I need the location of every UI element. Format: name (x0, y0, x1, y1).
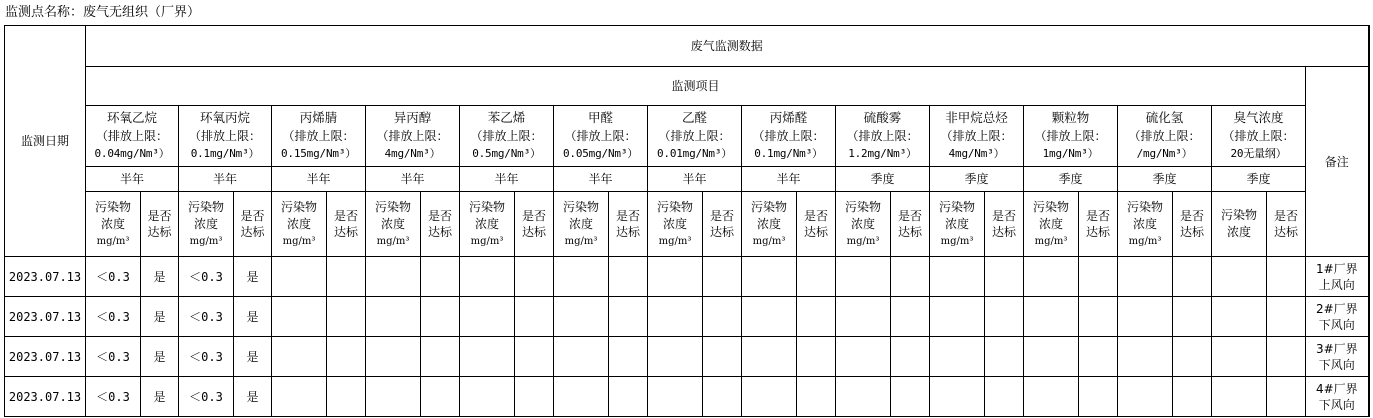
date-cell: 2023.07.13 (5, 377, 86, 417)
concentration-cell (366, 257, 421, 297)
concentration-cell (648, 297, 703, 337)
concentration-cell: ＜0.3 (179, 297, 234, 337)
concentration-cell (836, 257, 891, 297)
compliance-header (141, 192, 179, 257)
remark-text: 2#厂界下风向 (1315, 301, 1358, 332)
concentration-cell (648, 337, 703, 377)
pollutant-name: 环氧乙烷 (106, 110, 157, 125)
monitoring-table (4, 25, 1370, 417)
limit-label: （排放上限： (188, 129, 261, 143)
concentration-unit: mg/m³ (846, 235, 880, 247)
compliance-label: 是否达标 (1273, 209, 1298, 239)
concentration-header (554, 192, 609, 257)
compliance-cell (797, 377, 836, 417)
date-cell: 2023.07.13 (5, 297, 86, 337)
concentration-cell (366, 337, 421, 377)
concentration-unit: mg/m³ (658, 235, 692, 247)
pollutant-header (648, 106, 742, 167)
limit-label: （排放上限： (282, 129, 355, 143)
limit-value: /mg/Nm³） (1136, 147, 1193, 160)
compliance-label: 是否达标 (240, 209, 265, 239)
compliance-cell (515, 257, 554, 297)
compliance-cell (327, 257, 366, 297)
compliance-cell: 是 (141, 257, 179, 297)
data-row (5, 297, 1369, 337)
limit-value: 0.5mg/Nm³） (472, 147, 541, 160)
frequency-cell: 季度 (1024, 167, 1118, 192)
compliance-cell (515, 337, 554, 377)
frequency-cell: 季度 (930, 167, 1024, 192)
concentration-unit: mg/m³ (189, 235, 223, 247)
compliance-cell (985, 377, 1024, 417)
concentration-unit: mg/m³ (564, 235, 598, 247)
limit-label: （排放上限： (564, 129, 637, 143)
compliance-cell (421, 377, 460, 417)
concentration-cell (272, 257, 327, 297)
compliance-cell (703, 377, 742, 417)
concentration-label: 污染物浓度 (1032, 199, 1069, 231)
concentration-header (836, 192, 891, 257)
concentration-cell (742, 257, 797, 297)
remarks-header: 备注 (1306, 67, 1369, 257)
concentration-cell (648, 377, 703, 417)
concentration-cell (1024, 297, 1079, 337)
limit-value: 0.04mg/Nm³） (94, 147, 170, 160)
compliance-cell (421, 337, 460, 377)
section-header: 废气监测数据 (86, 26, 1369, 67)
pollutant-name: 丙烯醛 (769, 110, 808, 125)
compliance-header (1173, 192, 1212, 257)
remark-cell (1306, 337, 1369, 377)
concentration-label: 污染物浓度 (94, 199, 131, 231)
compliance-header (891, 192, 930, 257)
limit-label: （排放上限： (470, 129, 543, 143)
concentration-cell (1024, 337, 1079, 377)
header-row-items (5, 67, 1369, 106)
concentration-cell (742, 377, 797, 417)
pollutant-name: 甲醛 (587, 110, 613, 125)
compliance-cell (1079, 257, 1118, 297)
compliance-cell (515, 377, 554, 417)
pollutant-header (272, 106, 366, 167)
compliance-cell (327, 377, 366, 417)
concentration-cell (366, 377, 421, 417)
concentration-cell (460, 377, 515, 417)
compliance-header (609, 192, 648, 257)
remark-cell (1306, 377, 1369, 417)
compliance-label: 是否达标 (897, 209, 922, 239)
concentration-cell (1024, 257, 1079, 297)
concentration-label: 污染物浓度 (1126, 199, 1163, 231)
concentration-unit: mg/m³ (1128, 235, 1162, 247)
header-row-pollutants (5, 106, 1369, 167)
concentration-cell (1212, 257, 1267, 297)
concentration-header (1212, 192, 1267, 257)
pollutant-name: 硫化氢 (1145, 110, 1184, 125)
frequency-cell: 半年 (554, 167, 648, 192)
concentration-header (1118, 192, 1173, 257)
limit-value: 0.1mg/Nm³） (190, 147, 260, 160)
compliance-label: 是否达标 (1085, 209, 1110, 239)
compliance-label: 是否达标 (709, 209, 734, 239)
pollutant-header (930, 106, 1024, 167)
frequency-cell: 半年 (179, 167, 272, 192)
concentration-cell (648, 257, 703, 297)
concentration-cell: ＜0.3 (86, 297, 141, 337)
compliance-label: 是否达标 (991, 209, 1016, 239)
compliance-label: 是否达标 (1179, 209, 1204, 239)
concentration-header (86, 192, 141, 257)
frequency-cell: 季度 (836, 167, 930, 192)
pollutant-header (460, 106, 554, 167)
concentration-header (179, 192, 234, 257)
date-cell: 2023.07.13 (5, 257, 86, 297)
limit-value: 20无量纲） (1230, 147, 1287, 160)
frequency-cell: 半年 (648, 167, 742, 192)
compliance-cell (609, 297, 648, 337)
concentration-cell: ＜0.3 (86, 257, 141, 297)
compliance-cell (703, 337, 742, 377)
pollutant-name: 丙烯腈 (299, 110, 338, 125)
compliance-header (1079, 192, 1118, 257)
remark-text: 1#厂界上风向 (1315, 261, 1358, 292)
compliance-cell (985, 337, 1024, 377)
limit-label: （排放上限： (940, 129, 1013, 143)
frequency-cell: 半年 (272, 167, 366, 192)
limit-value: 0.15mg/Nm³） (280, 147, 357, 160)
concentration-label: 污染物浓度 (468, 199, 505, 231)
concentration-unit: mg/m³ (940, 235, 974, 247)
header-row-frequency (5, 167, 1369, 192)
compliance-cell (421, 257, 460, 297)
compliance-label: 是否达标 (615, 209, 640, 239)
concentration-cell (1212, 377, 1267, 417)
pollutant-header (366, 106, 460, 167)
concentration-unit: mg/m³ (752, 235, 786, 247)
compliance-header (234, 192, 272, 257)
pollutant-name: 异丙醇 (393, 110, 432, 125)
concentration-cell (836, 297, 891, 337)
compliance-cell (891, 337, 930, 377)
compliance-cell (1173, 257, 1212, 297)
pollutant-name: 非甲烷总烃 (945, 110, 1008, 125)
concentration-cell (272, 377, 327, 417)
concentration-label: 污染物浓度 (656, 199, 693, 231)
compliance-header (421, 192, 460, 257)
frequency-cell: 半年 (86, 167, 179, 192)
frequency-cell: 半年 (742, 167, 836, 192)
compliance-cell (327, 337, 366, 377)
compliance-header (327, 192, 366, 257)
frequency-cell: 季度 (1118, 167, 1212, 192)
limit-label: （排放上限： (658, 129, 731, 143)
concentration-cell (554, 257, 609, 297)
compliance-cell (1267, 257, 1306, 297)
concentration-header (648, 192, 703, 257)
frequency-cell: 半年 (460, 167, 554, 192)
limit-value: 4mg/Nm³） (948, 147, 1005, 160)
compliance-cell (1079, 337, 1118, 377)
compliance-cell (515, 297, 554, 337)
limit-label: （排放上限： (95, 129, 168, 143)
compliance-cell (1267, 377, 1306, 417)
compliance-cell (1079, 297, 1118, 337)
compliance-cell (421, 297, 460, 337)
compliance-cell (609, 377, 648, 417)
compliance-header (515, 192, 554, 257)
concentration-cell: ＜0.3 (179, 337, 234, 377)
compliance-cell (985, 257, 1024, 297)
concentration-label: 污染物浓度 (187, 199, 224, 231)
pollutant-name: 臭气浓度 (1233, 110, 1284, 125)
compliance-cell: 是 (141, 297, 179, 337)
concentration-header (366, 192, 421, 257)
concentration-cell (460, 337, 515, 377)
concentration-unit: mg/m³ (282, 235, 316, 247)
concentration-cell (836, 337, 891, 377)
compliance-cell (797, 297, 836, 337)
concentration-cell (272, 337, 327, 377)
concentration-unit: mg/m³ (470, 235, 504, 247)
concentration-cell (1118, 257, 1173, 297)
limit-label: （排放上限： (846, 129, 919, 143)
concentration-cell: ＜0.3 (86, 377, 141, 417)
compliance-header (1267, 192, 1306, 257)
compliance-cell: 是 (141, 377, 179, 417)
compliance-header (797, 192, 836, 257)
concentration-cell (460, 257, 515, 297)
pollutant-name: 苯乙烯 (487, 110, 526, 125)
compliance-cell (703, 297, 742, 337)
concentration-cell: ＜0.3 (86, 337, 141, 377)
concentration-cell (1118, 297, 1173, 337)
limit-label: （排放上限： (1034, 129, 1107, 143)
header-row-subheaders (5, 192, 1369, 257)
data-row (5, 377, 1369, 417)
concentration-cell (930, 377, 985, 417)
concentration-cell (836, 377, 891, 417)
concentration-cell (460, 297, 515, 337)
concentration-label: 污染物浓度 (938, 199, 975, 231)
concentration-header (1024, 192, 1079, 257)
monitoring-point-title: 监测点名称：废气无组织（厂界） (5, 5, 201, 20)
date-header: 监测日期 (5, 26, 86, 257)
remark-text: 3#厂界下风向 (1315, 341, 1358, 372)
concentration-label: 污染物浓度 (750, 199, 787, 231)
compliance-cell: 是 (234, 337, 272, 377)
compliance-cell (1173, 297, 1212, 337)
limit-label: （排放上限： (1128, 129, 1201, 143)
concentration-cell (1118, 377, 1173, 417)
pollutant-header (1212, 106, 1306, 167)
compliance-header (703, 192, 742, 257)
data-row (5, 337, 1369, 377)
concentration-cell (930, 297, 985, 337)
pollutant-name: 乙醛 (681, 110, 707, 125)
limit-value: 1.2mg/Nm³） (848, 147, 917, 160)
concentration-cell (742, 337, 797, 377)
concentration-cell (554, 377, 609, 417)
concentration-header (272, 192, 327, 257)
concentration-cell (366, 297, 421, 337)
limit-value: 0.05mg/Nm³） (562, 147, 639, 160)
concentration-cell: ＜0.3 (179, 377, 234, 417)
pollutant-name: 环氧丙烷 (199, 110, 250, 125)
concentration-cell (930, 337, 985, 377)
compliance-cell (797, 257, 836, 297)
compliance-cell: 是 (234, 297, 272, 337)
frequency-cell: 半年 (366, 167, 460, 192)
compliance-label: 是否达标 (333, 209, 358, 239)
compliance-cell (703, 257, 742, 297)
pollutant-header (179, 106, 272, 167)
compliance-cell (891, 297, 930, 337)
concentration-label: 污染物浓度 (562, 199, 599, 231)
limit-label: （排放上限： (376, 129, 449, 143)
concentration-cell (930, 257, 985, 297)
compliance-label: 是否达标 (427, 209, 452, 239)
concentration-label: 污染物浓度 (280, 199, 317, 231)
concentration-unit: mg/m³ (1034, 235, 1068, 247)
remark-cell (1306, 297, 1369, 337)
compliance-cell (797, 337, 836, 377)
limit-label: （排放上限： (1222, 129, 1295, 143)
compliance-label: 是否达标 (803, 209, 828, 239)
concentration-cell: ＜0.3 (179, 257, 234, 297)
remark-cell (1306, 257, 1369, 297)
concentration-label: 污染物浓度 (844, 199, 881, 231)
pollutant-header (554, 106, 648, 167)
concentration-header (742, 192, 797, 257)
concentration-cell (1024, 377, 1079, 417)
compliance-cell: 是 (234, 377, 272, 417)
concentration-cell (554, 297, 609, 337)
concentration-label: 污染物浓度 (1220, 208, 1257, 239)
remark-text: 4#厂界下风向 (1315, 381, 1358, 412)
data-row (5, 257, 1369, 297)
pollutant-name: 硫酸雾 (863, 110, 902, 125)
compliance-header (985, 192, 1024, 257)
compliance-cell (609, 257, 648, 297)
compliance-cell (1173, 377, 1212, 417)
limit-value: 0.01mg/Nm³） (656, 147, 733, 160)
items-header: 监测项目 (86, 67, 1306, 106)
concentration-header (460, 192, 515, 257)
concentration-cell (1212, 297, 1267, 337)
date-cell: 2023.07.13 (5, 337, 86, 377)
compliance-label: 是否达标 (521, 209, 546, 239)
concentration-cell (554, 337, 609, 377)
concentration-cell (1212, 337, 1267, 377)
compliance-cell: 是 (141, 337, 179, 377)
limit-label: （排放上限： (752, 129, 825, 143)
compliance-cell (1079, 377, 1118, 417)
frequency-cell: 季度 (1212, 167, 1306, 192)
pollutant-name: 颗粒物 (1051, 110, 1090, 125)
concentration-cell (272, 297, 327, 337)
pollutant-header (86, 106, 179, 167)
concentration-cell (742, 297, 797, 337)
concentration-header (930, 192, 985, 257)
pollutant-header (1024, 106, 1118, 167)
compliance-cell (985, 297, 1024, 337)
compliance-cell (1267, 337, 1306, 377)
pollutant-header (1118, 106, 1212, 167)
concentration-unit: mg/m³ (376, 235, 410, 247)
compliance-cell: 是 (234, 257, 272, 297)
compliance-cell (1173, 337, 1212, 377)
compliance-cell (891, 377, 930, 417)
pollutant-header (742, 106, 836, 167)
concentration-label: 污染物浓度 (374, 199, 411, 231)
compliance-cell (891, 257, 930, 297)
limit-value: 1mg/Nm³） (1042, 147, 1099, 160)
monitoring-table-body (5, 26, 1369, 417)
header-row-section (5, 26, 1369, 67)
limit-value: 4mg/Nm³） (384, 147, 441, 160)
compliance-label: 是否达标 (147, 209, 172, 239)
concentration-unit: mg/m³ (96, 235, 130, 247)
pollutant-header (836, 106, 930, 167)
compliance-cell (1267, 297, 1306, 337)
concentration-cell (1118, 337, 1173, 377)
compliance-cell (609, 337, 648, 377)
limit-value: 0.1mg/Nm³） (754, 147, 823, 160)
compliance-cell (327, 297, 366, 337)
